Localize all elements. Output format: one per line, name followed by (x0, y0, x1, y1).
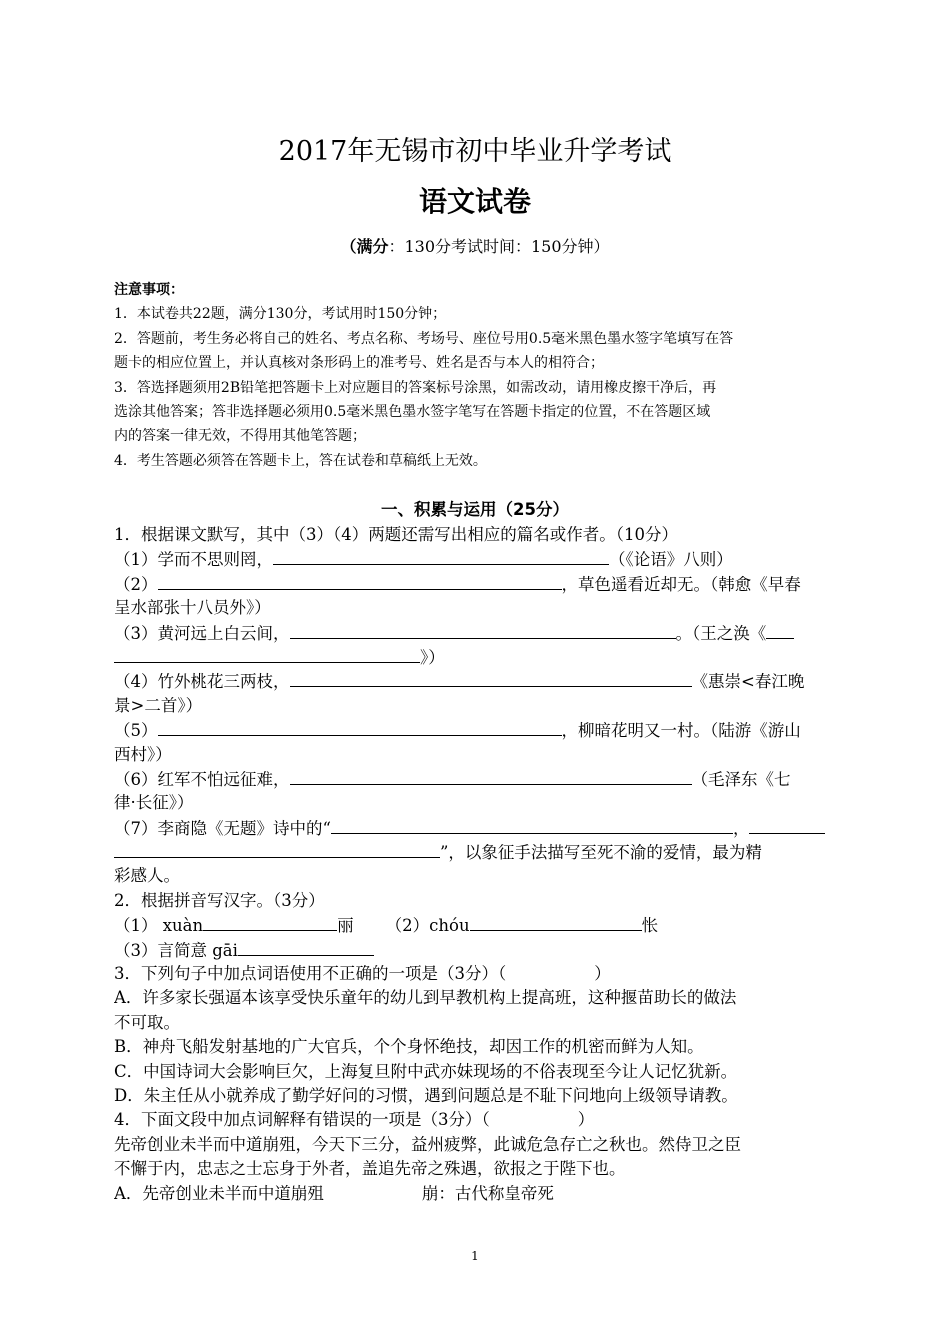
answer-blank[interactable] (238, 938, 374, 956)
score-time-info (0, 234, 950, 260)
q1-part3-source: 。（王之涣《 (675, 623, 767, 643)
q4-option-a-gloss: 崩：古代称皇帝死 (421, 1183, 554, 1203)
answer-blank[interactable] (114, 840, 440, 858)
q2-row1 (114, 913, 854, 937)
q1-part6-cont: 律·长征》） (114, 793, 194, 813)
answer-blank[interactable] (749, 816, 825, 834)
q3-stem (114, 962, 854, 986)
page-number: 1 (471, 1249, 479, 1263)
q1-part3-text: （3）黄河远上白云间， (114, 623, 290, 643)
notes-item: 题卡的相应位置上，并认真核对条形码上的准考号、姓名是否与本人的相符合； (114, 355, 604, 372)
score-label: （满分 (340, 237, 389, 256)
q1-part4 (114, 669, 854, 693)
answer-blank[interactable] (273, 547, 609, 565)
notes-heading: 注意事项： (114, 282, 184, 298)
questions-body (114, 523, 854, 1206)
q4-passage-line1: 先帝创业未半而中道崩殂，今天下三分，益州疲弊，此诚危急存亡之秋也。然侍卫之臣 (114, 1134, 741, 1154)
q4-passage-line2: 不懈于内，忠志之士忘身于外者，盖追先帝之殊遇，欲报之于陛下也。 (114, 1159, 626, 1179)
q3-stem-close: ） (594, 964, 611, 984)
q4-stem-close: ） (577, 1110, 595, 1130)
q1-part3-cont (114, 645, 854, 669)
q1-stem: 1．根据课文默写，其中（3）（4）两题还需写出相应的篇名或作者。（10分） (114, 525, 678, 544)
q2-item1-char: 丽 (337, 916, 354, 936)
notes-item: 2．答题前，考生务必将自己的姓名、考点名称、考场号、座位号用0.5毫米黑色墨水签字笔填写在答 (114, 330, 734, 347)
answer-blank[interactable] (470, 913, 642, 931)
q1-part4-text: （4）竹外桃花三两枝， (114, 672, 290, 692)
q1-part1-text: （1）学而不思则罔， (114, 550, 273, 570)
q1-part3-close: 》） (420, 647, 445, 667)
notes-item: 选涂其他答案；答非选择题必须用0.5毫米黑色墨水签字笔写在答题卡指定的位置，不在答题区域 (114, 404, 711, 421)
notes-item: 内的答案一律无效，不得用其他笔答题； (114, 428, 366, 445)
q2-item3: （3）言简意 gāi (114, 940, 238, 960)
notes-item: 3．答选择题须用2B铅笔把答题卡上对应题目的答案标号涂黑，如需改动，请用橡皮擦干净后，再 (114, 379, 717, 396)
q1-part7-tail: ”，以象征手法描写至死不渝的爱情，最为精 (440, 843, 762, 863)
q1-part2-cont: 呈水部张十八员外》） (114, 598, 271, 618)
q2-stem: 2．根据拼音写汉字。（3分） (114, 890, 325, 910)
q1-part6-source: （毛泽东《七 (691, 769, 791, 789)
q3-option-b: B．神舟飞船发射基地的广大官兵，个个身怀绝技，却因工作的机密而鲜为人知。 (114, 1037, 704, 1057)
q1-part5-cont: 西村》） (114, 744, 172, 764)
q1-part1 (114, 547, 854, 571)
answer-blank[interactable] (158, 718, 562, 736)
q2-item2: （2）chóu (385, 916, 470, 936)
q3-option-c: C．中国诗词大会影响巨欠，上海复旦附中武亦妹现场的不俗表现至今让人记忆犹新。 (114, 1061, 738, 1081)
paper-subtitle: 语文试卷 (418, 185, 531, 218)
notes-section (114, 278, 844, 473)
q3-option-d: D．朱主任从小就养成了勤学好问的习惯，遇到问题总是不耻下问地向上级领导请教。 (114, 1085, 738, 1105)
answer-blank[interactable] (203, 913, 337, 931)
q3-stem-text: 3．下列句子中加点词语使用不正确的一项是（3分）（ (114, 964, 507, 984)
answer-blank[interactable] (290, 621, 676, 639)
score-text: ：130分考试时间：150分钟） (388, 237, 610, 256)
q1-part3 (114, 621, 854, 645)
q1-part2-source: ，草色遥看近却无。（韩愈《早春 (561, 574, 801, 594)
q1-part7 (114, 816, 854, 840)
q1-part5-source: ，柳暗花明又一村。（陆游《游山 (561, 721, 801, 741)
answer-blank[interactable] (331, 816, 733, 834)
q3-option-a: A．许多家长强逼本该享受快乐童年的幼儿到早教机构上提高班，这种揠苗助长的做法 (114, 988, 737, 1008)
q2-row2 (114, 938, 854, 962)
q1-part7-end: 彩感人。 (114, 866, 180, 886)
answer-blank[interactable] (290, 767, 692, 785)
notes-item: 4．考生答题必须答在答题卡上，答在试卷和草稿纸上无效。 (114, 452, 487, 469)
q3-option-a-cont: 不可取。 (114, 1012, 180, 1032)
q4-option-a (114, 1182, 854, 1206)
notes-item: 1．本试卷共22题，满分130分，考试用时150分钟； (114, 306, 447, 323)
q1-part6-text: （6）红军不怕远征难， (114, 769, 290, 789)
q4-stem (114, 1108, 854, 1132)
answer-blank[interactable] (114, 645, 420, 663)
q1-part7-text: （7）李商隐《无题》诗中的“ (114, 818, 331, 838)
section-title: 一、积累与运用（25分） (381, 500, 569, 519)
answer-blank[interactable] (158, 572, 562, 590)
q2-item2-char: 怅 (641, 916, 659, 936)
q1-part4-source: 《惠崇<春江晚 (691, 672, 805, 692)
answer-blank[interactable] (290, 669, 692, 687)
answer-blank[interactable] (766, 621, 794, 639)
q1-part4-cont: 景>二首》） (114, 695, 203, 715)
q2-item1: （1） xuàn (114, 916, 204, 936)
q4-stem-text: 4．下面文段中加点词解释有错误的一项是（3分）（ (114, 1110, 490, 1130)
q1-part7-cont (114, 840, 854, 864)
q1-part5-text: （5） (114, 721, 158, 741)
q1-part2-text: （2） (114, 574, 158, 594)
exam-title: 2017年无锡市初中毕业升学考试 (278, 136, 672, 167)
q4-option-a-text: A．先帝创业未半而中道崩殂 (114, 1183, 324, 1203)
q1-part7-comma: ， (732, 818, 750, 838)
q1-part6 (114, 767, 854, 791)
q1-part1-source: （《论语》八则） (609, 550, 733, 570)
q1-part5 (114, 718, 854, 742)
q1-part2 (114, 572, 854, 596)
